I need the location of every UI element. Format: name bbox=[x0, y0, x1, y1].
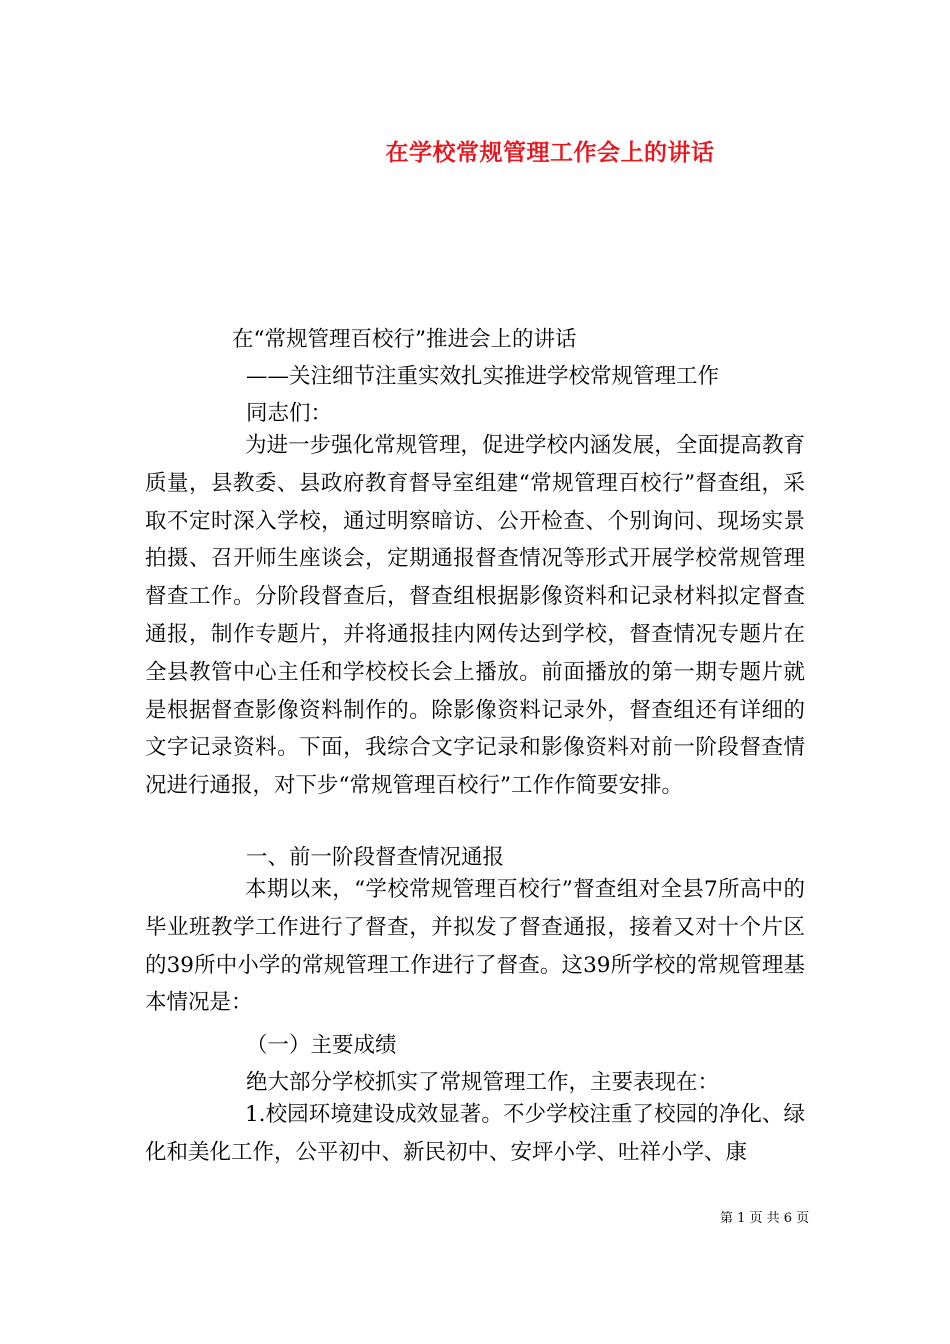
speech-subtitle: ——关注细节注重实效扎实推进学校常规管理工作 bbox=[246, 364, 720, 389]
page-number: 第 1 页 共 6 页 bbox=[720, 1211, 810, 1226]
section-heading: 一、前一阶段督查情况通报 bbox=[246, 845, 505, 870]
document-title: 在学校常规管理工作会上的讲话 bbox=[385, 139, 715, 166]
intro-line: 绝大部分学校抓实了常规管理工作，主要表现在： bbox=[246, 1070, 720, 1095]
subsection-heading: （一）主要成绩 bbox=[246, 1033, 397, 1058]
paragraph-environment: 1.校园环境建设成效显著。不少学校注重了校园的净化、绿化和美化工作，公平初中、新民初中、安坪小学、吐祥小学、康 bbox=[145, 1102, 805, 1165]
speech-title: 在“常规管理百校行”推进会上的讲话 bbox=[232, 327, 577, 352]
paragraph-intro: 为进一步强化常规管理，促进学校内涵发展，全面提高教育质量，县教委、县政府教育督导室组建“常规管理百校行”督查组，采取不定时深入学校，通过明察暗访、公开检查、个别询问、现场实景拍摄、召开师生座谈会，定期通报督查情况等形式开展学校常规管理督查工作。分阶段督查后，督查组根据影像资料和记录材料拟定督查通报，制作专题片，并将通报挂内网传达到学校，督查情况专题片在全县教管中心主任和学校校长会上播放。前面播放的第一期专题片就是根据督查影像资料制作的。除影像资料记录外，督查组还有详细的文字记录资料。下面，我综合文字记录和影像资料对前一阶段督查情况进行通报，对下步“常规管理百校行”工作作简要安排。 bbox=[145, 433, 805, 799]
paragraph-report: 本期以来，“学校常规管理百校行”督查组对全县7所高中的毕业班教学工作进行了督查，并拟发了督查通报，接着又对十个片区的39所中小学的常规管理工作进行了督查。这39所学校的常规管理基本情况是： bbox=[145, 877, 805, 1016]
salutation: 同志们： bbox=[246, 401, 333, 426]
